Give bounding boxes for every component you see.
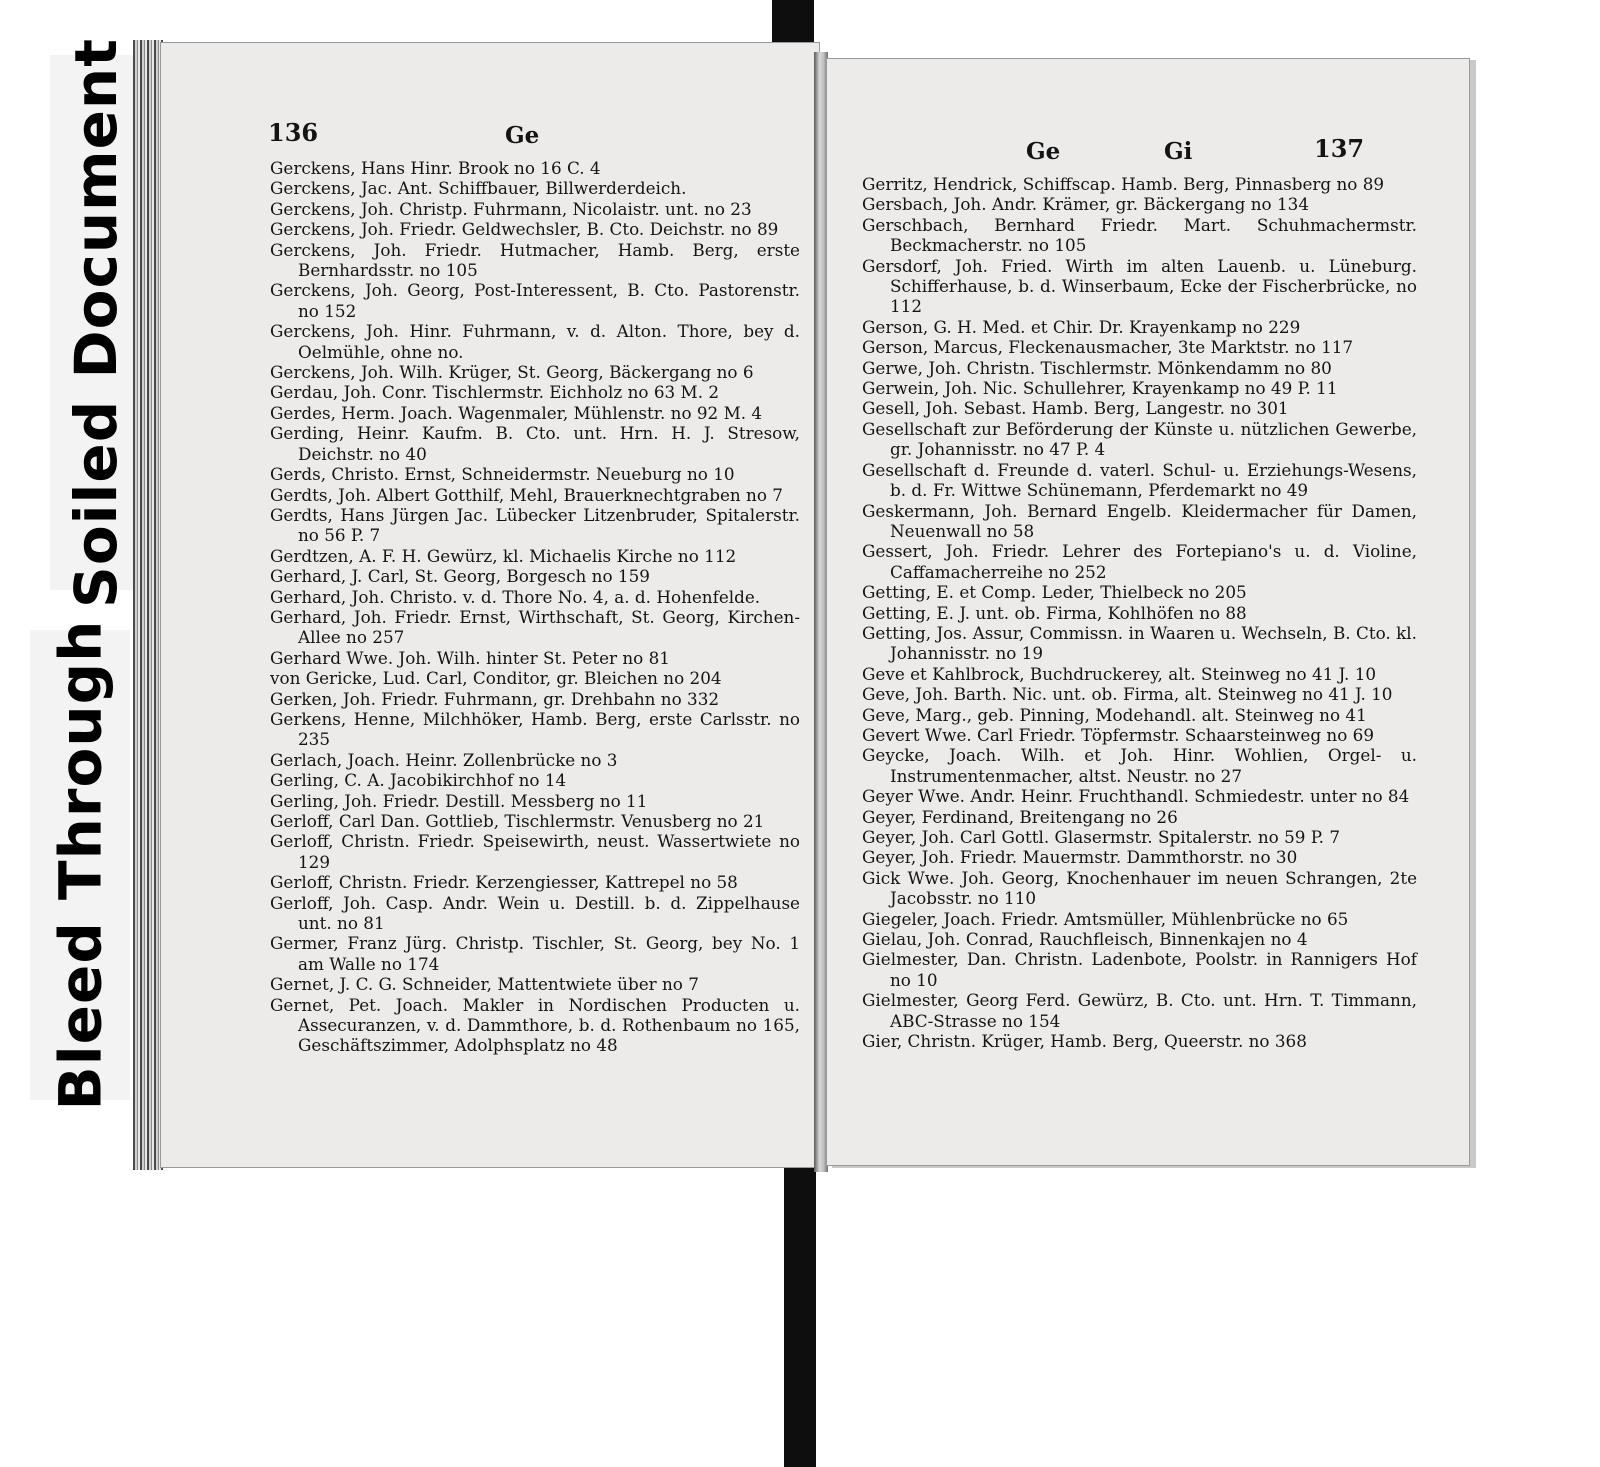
directory-entry: Gerson, Marcus, Fleckenausmacher, 3te Marktstr. no 117 (862, 337, 1354, 358)
directory-entry: Gesellschaft zur Beförderung der Künste u. nützlichen Gewerbe, gr. Johannisstr. no 47 P. 4 (862, 418, 1417, 460)
directory-entry: Geyer, Joh. Friedr. Mauermstr. Dammthorstr. no 30 (862, 847, 1298, 868)
directory-entry: Geve et Kahlbrock, Buchdruckerey, alt. Steinweg no 41 J. 10 (862, 663, 1377, 684)
directory-entry: Gick Wwe. Joh. Georg, Knochenhauer im neuen Schrangen, 2te Jacobsstr. no 110 (862, 867, 1417, 909)
directory-entry: Gerckens, Joh. Friedr. Hutmacher, Hamb. Berg, erste Bernhardsstr. no 105 (270, 239, 800, 281)
directory-entry: Gerwe, Joh. Christn. Tischlermstr. Mönkendamm no 80 (862, 357, 1332, 378)
page-edge-stack (133, 40, 163, 1170)
directory-entry: Gerckens, Joh. Hinr. Fuhrmann, v. d. Alton. Thore, bey d. Oelmühle, ohne no. (270, 321, 800, 362)
right-page-number: 137 (1314, 134, 1365, 163)
directory-entry: Gerloff, Carl Dan. Gottlieb, Tischlermstr. Venusberg no 21 (270, 811, 765, 831)
directory-entry: Gielmester, Dan. Christn. Ladenbote, Poolstr. in Rannigers Hof no 10 (862, 949, 1417, 990)
directory-entry: Gerloff, Christn. Friedr. Speisewirth, neust. Wassertwiete no 129 (270, 831, 800, 872)
directory-entry: Gerloff, Joh. Casp. Andr. Wein u. Destill. b. d. Zippelhause unt. no 81 (270, 892, 800, 934)
directory-entry: Gerdts, Hans Jürgen Jac. Lübecker Litzenbruder, Spitalerstr. no 56 P. 7 (270, 504, 800, 546)
directory-entry: Gerckens, Joh. Friedr. Geldwechsler, B. Cto. Deichstr. no 89 (270, 219, 779, 240)
directory-entry: Gessert, Joh. Friedr. Lehrer des Fortepiano's u. d. Violine, Caffamacherreihe no 252 (862, 541, 1417, 582)
directory-entry: Gersbach, Joh. Andr. Krämer, gr. Bäckergang no 134 (862, 194, 1310, 215)
directory-entry: Gerhard, Joh. Friedr. Ernst, Wirthschaft, St. Georg, Kirchen-Allee no 257 (270, 606, 800, 648)
directory-entry: Gerwein, Joh. Nic. Schullehrer, Krayenkamp no 49 P. 11 (862, 378, 1338, 399)
directory-entry: Gerhard, J. Carl, St. Georg, Borgesch no 159 (270, 566, 650, 587)
directory-entry: Gesellschaft d. Freunde d. vaterl. Schul- u. Erziehungs-Wesens, b. d. Fr. Wittwe Schünemann, Pferdemarkt no 49 (862, 459, 1417, 501)
directory-entry: Getting, E. et Comp. Leder, Thielbeck no 205 (862, 582, 1247, 603)
directory-entry: Gerloff, Christn. Friedr. Kerzengiesser, Kattrepel no 58 (270, 872, 738, 893)
soiled-document-text: Soiled Document (62, 37, 131, 608)
directory-entry: Germer, Franz Jürg. Christp. Tischler, St. Georg, bey No. 1 am Walle no 174 (270, 933, 800, 974)
directory-entry: Geycke, Joach. Wilh. et Joh. Hinr. Wohlien, Orgel- u. Instrumentenmacher, altst. Neustr. no 27 (862, 745, 1417, 786)
directory-entry: Gerlach, Joach. Heinr. Zollenbrücke no 3 (270, 749, 618, 770)
directory-entry: Gerds, Christo. Ernst, Schneidermstr. Neueburg no 10 (270, 464, 735, 485)
bleed-through-text: Bleed Through (46, 619, 115, 1111)
left-page-header: Ge (505, 122, 540, 149)
directory-entry: Gesell, Joh. Sebast. Hamb. Berg, Langestr. no 301 (862, 398, 1289, 419)
directory-entry: Gerdts, Joh. Albert Gotthilf, Mehl, Brauerknechtgraben no 7 (270, 484, 783, 505)
directory-entry: Getting, Jos. Assur, Commissn. in Waaren u. Wechseln, B. Cto. kl. Johannisstr. no 19 (862, 622, 1417, 664)
soiled-document-label (50, 37, 142, 608)
directory-entry: Gerhard, Joh. Christo. v. d. Thore No. 4, a. d. Hohenfelde. (270, 586, 761, 607)
directory-entry: Gerding, Heinr. Kaufm. B. Cto. unt. Hrn. H. J. Stresow, Deichstr. no 40 (270, 423, 800, 464)
directory-entry: Gerritz, Hendrick, Schiffscap. Hamb. Berg, Pinnasberg no 89 (862, 174, 1385, 194)
right-entry-list (862, 174, 1417, 1051)
directory-entry: Gier, Christn. Krüger, Hamb. Berg, Queerstr. no 368 (862, 1031, 1307, 1052)
directory-entry: Gerckens, Hans Hinr. Brook no 16 C. 4 (270, 158, 601, 178)
directory-entry: Geyer Wwe. Andr. Heinr. Fruchthandl. Schmiedestr. unter no 84 (862, 786, 1410, 807)
left-page (160, 42, 820, 1168)
directory-entry: Getting, E. J. unt. ob. Firma, Kohlhöfen no 88 (862, 602, 1247, 623)
directory-entry: Gerckens, Joh. Georg, Post-Interessent, B. Cto. Pastorenstr. no 152 (270, 280, 800, 321)
directory-entry: Gerken, Joh. Friedr. Fuhrmann, gr. Drehbahn no 332 (270, 688, 720, 709)
directory-entry: von Gericke, Lud. Carl, Conditor, gr. Bleichen no 204 (270, 668, 722, 689)
directory-entry: Gerdau, Joh. Conr. Tischlermstr. Eichholz no 63 M. 2 (270, 382, 720, 403)
directory-entry: Geyer, Joh. Carl Gottl. Glasermstr. Spitalerstr. no 59 P. 7 (862, 827, 1340, 847)
directory-entry: Geve, Joh. Barth. Nic. unt. ob. Firma, alt. Steinweg no 41 J. 10 (862, 684, 1393, 705)
directory-entry: Giegeler, Joach. Friedr. Amtsmüller, Mühlenbrücke no 65 (862, 908, 1349, 929)
directory-entry: Geskermann, Joh. Bernard Engelb. Kleidermacher für Damen, Neuenwall no 58 (862, 500, 1417, 541)
directory-entry: Gerckens, Joh. Christp. Fuhrmann, Nicolaistr. unt. no 23 (270, 198, 752, 219)
directory-entry: Gernet, Pet. Joach. Makler in Nordischen Producten u. Assecuranzen, v. d. Dammthore, b. d. Rothenbaum no 165, Geschäftszimmer, Adolphsplatz no 48 (270, 994, 800, 1056)
directory-entry: Gerkens, Henne, Milchhöker, Hamb. Berg, erste Carlsstr. no 235 (270, 708, 800, 750)
directory-entry: Gerschbach, Bernhard Friedr. Mart. Schuhmachermstr. Beckmacherstr. no 105 (862, 214, 1417, 256)
directory-entry: Geve, Marg., geb. Pinning, Modehandl. alt. Steinweg no 41 (862, 704, 1367, 725)
directory-entry: Gersdorf, Joh. Fried. Wirth im alten Lauenb. u. Lüneburg. Schifferhause, b. d. Winserbaum, Ecke der Fischerbrücke, no 112 (862, 255, 1417, 317)
bleed-through-label (30, 619, 130, 1111)
directory-entry: Gerson, G. H. Med. et Chir. Dr. Krayenkamp no 229 (862, 316, 1301, 337)
left-entry-list (270, 158, 800, 1056)
directory-entry: Gerckens, Joh. Wilh. Krüger, St. Georg, Bäckergang no 6 (270, 362, 754, 383)
right-page-header-right: Gi (1164, 138, 1193, 165)
directory-entry: Gerling, C. A. Jacobikirchhof no 14 (270, 770, 567, 791)
directory-entry: Geyer, Ferdinand, Breitengang no 26 (862, 806, 1178, 827)
directory-entry: Gielmester, Georg Ferd. Gewürz, B. Cto. unt. Hrn. T. Timmann, ABC-Strasse no 154 (862, 990, 1417, 1031)
left-page-number: 136 (268, 118, 319, 147)
directory-entry: Gerdes, Herm. Joach. Wagenmaler, Mühlenstr. no 92 M. 4 (270, 402, 763, 423)
directory-entry: Gielau, Joh. Conrad, Rauchfleisch, Binnenkajen no 4 (862, 929, 1308, 950)
right-page-header-left: Ge (1026, 138, 1061, 165)
directory-entry: Gernet, J. C. G. Schneider, Mattentwiete über no 7 (270, 974, 699, 995)
directory-entry: Gerling, Joh. Friedr. Destill. Messberg no 11 (270, 790, 648, 811)
directory-entry: Gerdtzen, A. F. H. Gewürz, kl. Michaelis Kirche no 112 (270, 545, 737, 566)
directory-entry: Gerhard Wwe. Joh. Wilh. hinter St. Peter no 81 (270, 647, 670, 668)
right-page (826, 58, 1470, 1166)
directory-entry: Gevert Wwe. Carl Friedr. Töpfermstr. Schaarsteinweg no 69 (862, 724, 1375, 745)
directory-entry: Gerckens, Jac. Ant. Schiffbauer, Billwerderdeich. (270, 178, 687, 199)
